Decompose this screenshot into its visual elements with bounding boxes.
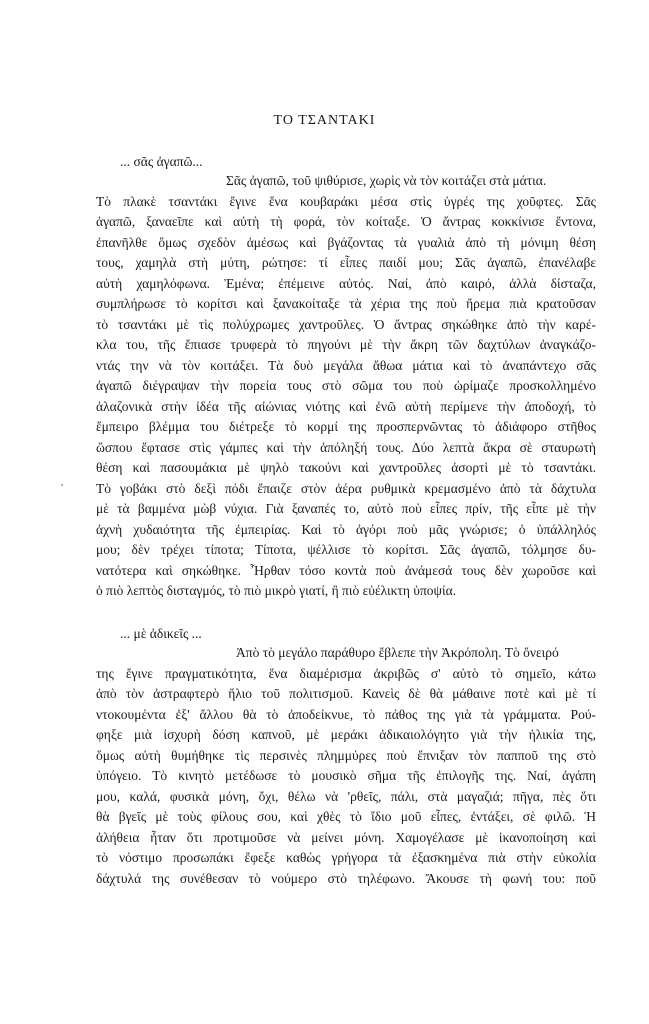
text-line: τὸ τσαντάκι μὲ τὶς πολύχρωμες χαντροῦλες. Ὁ ἄντρας σηκώθηκε ἀπὸ τὴν καρέ-	[96, 316, 596, 332]
text-line: ντοκουμέντα ἐξ' ἄλλου θὰ τὸ ἀποδείκνυε, τὸ πάθος της γιὰ τὰ γράμματα. Ρού-	[96, 706, 596, 722]
text-line: τὸ νόστιμο προσωπάκι ἔφεξε καθὼς γρήγορα τὰ ἐξασκημένα πιὰ στὴν εὐκολία	[96, 850, 596, 865]
text-line: θέση καὶ πασουμάκια μὲ ψηλὸ τακούνι καὶ χαντροῦλες ἀσορτὶ μὲ τὸ τσαντάκι.	[96, 460, 596, 475]
section-1	[96, 152, 596, 602]
text-line: μὲ τὰ βαμμένα μὼβ νύχια. Γιὰ ξαναπές το, αὐτὸ ποὺ εἶπες πρίν, τῆς εἶπε μὲ τὴν	[96, 501, 596, 516]
text-line: νατότερα καὶ σηκώθηκε. Ἦρθαν τόσο κοντὰ ποὺ ἀνάμεσά τους δὲν χωροῦσε καὶ	[96, 562, 596, 578]
section-1-body	[96, 171, 596, 602]
text-line: Ἀπὸ τὸ μεγάλο παράθυρο ἔβλεπε τὴν Ἀκρόπολη. Τὸ ὄνειρό	[236, 645, 559, 660]
text-line: μου; δὲν τρέχει τίποτα; Τίποτα, ψέλλισε τὸ κορίτσι. Σᾶς ἀγαπῶ, τόλμησε δυ-	[96, 542, 596, 557]
text-line: ἀλήθεια ἦταν ὅτι προτιμοῦσε νὰ μείνει μόνη. Χαμογέλασε μὲ ἱκανοποίηση καὶ	[96, 829, 596, 845]
text-line: κλα του, τῆς ἔπιασε τρυφερὰ τὸ πηγούνι μὲ τὴν ἄκρη τῶν δαχτύλων ἀναγκάζο-	[96, 337, 596, 352]
section-heading: ... μὲ ἀδικεῖς ...	[120, 626, 202, 641]
text-line: συμπλήρωσε τὸ κορίτσι καὶ ξανακοίταξε τὰ χέρια της ποὺ ἤρεμα πιὰ κρατοῦσαν	[96, 296, 596, 311]
text-line: ἀγαπῶ διέγραψαν τὴν πορεία τους στὸ σῶμα του ποὺ ὡρίμαζε προσκολλημένο	[96, 378, 596, 393]
text-line: ἔμπειρο βλέμμα του διέτρεξε τὸ κορμί της προσπερνῶντας τὸ ἀδιάφορο στῆθος	[96, 419, 596, 434]
section-heading: ... σᾶς ἀγαπῶ...	[120, 154, 203, 169]
text-line: της ἔγινε πραγματικότητα, ἕνα διαμέρισμα ἀκριβῶς σ' αὐτὸ τὸ σημεῖο, κάτω	[96, 665, 596, 681]
text-line: Τὸ πλακὲ τσαντάκι ἔγινε ἕνα κουβαράκι μέσα στὶς ὑγρές της χοῦφτες. Σᾶς	[96, 193, 596, 209]
text-line: ἐπανῆλθε ὅμως σχεδὸν ἀμέσως καὶ βγάζοντας τὰ γυαλιὰ ἀπὸ τὴ μόνιμη θέση	[96, 234, 596, 250]
text-line: ὑπόγειο. Τὸ κινητὸ μετέδωσε τὸ μουσικὸ σῆμα τῆς ἐπιλογῆς της. Ναί, ἀγάπη	[96, 768, 596, 783]
text-line: θὰ βγεῖς μὲ τοὺς φίλους σου, καὶ χθὲς τὸ ἴδιο μοῦ εἶπες, ἐντάξει, σὲ φιλῶ. Ἡ	[96, 809, 596, 824]
text-line: Τὸ γοβάκι στὸ δεξὶ πόδι ἔπαιζε στὸν ἀέρα ρυθμικὰ κρεμασμένο ἀπὸ τὰ δάχτυλα	[96, 480, 596, 496]
text-line: φηξε μιὰ ἰσχυρὴ δόση καπνοῦ, μὲ μεράκι ἀδικαιολόγητο γιὰ τὴν ἡλικία της,	[96, 727, 596, 742]
text-line: τους, χαμηλὰ στὴ μύτη, ρώτησε: τί εἶπες παιδί μου; Σᾶς ἀγαπῶ, ἐπανέλαβε	[96, 255, 596, 270]
text-line: ἀλαζονικὰ στὴν ἰδέα τῆς αἰώνιας νιότης καὶ ἐνῶ αὐτὴ περίμενε τὴν ἀποδοχή, τὸ	[96, 398, 596, 414]
text-line: δάχτυλά της συνέθεσαν τὸ νούμερο στὸ τηλέφωνο. Ἄκουσε τὴ φωνή του: ποῦ	[96, 870, 596, 886]
text-line: μου, καλά, φυσικὰ μόνη, ὄχι, θέλω νὰ 'ρθεῖς, πάλι, στὰ μαγαζιά; πῆγα, πὲς ὅτι	[96, 788, 596, 804]
text-line: ντάς την νὰ τὸν κοιτάξει. Τὰ δυὸ μεγάλα ἄθωα μάτια καὶ τὸ ἀναπάντεχο σᾶς	[96, 357, 596, 373]
text-line: ἀγαπῶ, ξαναεῖπε καὶ αὐτὴ τὴ φορά, τὸν κοίταξε. Ὁ ἄντρας κοκκίνισε ἔντονα,	[96, 214, 596, 229]
section-2	[96, 624, 596, 889]
text-line: ἀχνὴ χυδαιότητα τῆς ἐμπειρίας. Καὶ τὸ ἀγόρι ποὺ μᾶς γνώρισε; ὁ ὑπάλληλός	[96, 521, 596, 537]
margin-mark	[61, 484, 63, 486]
text-line: αὐτὴ χαμηλόφωνα. Ἐμένα; ἐπέμεινε αὐτός. Ναί, ἀπὸ καιρό, ἀλλὰ δίσταζα,	[96, 275, 596, 291]
text-line: ὥσπου ἔφτασε στὶς γάμπες καὶ τὴν ἀπόληξή τους. Δύο λεπτὰ ἄκρα σὲ σταυρωτὴ	[96, 439, 596, 455]
text-line: ὁ πιὸ λεπτὸς δισταγμός, τὸ πιὸ μικρὸ γιατί, ἢ πιὸ εὐέλικτη ὑποψία.	[96, 583, 457, 598]
text-line: Σᾶς ἀγαπῶ, τοῦ ψιθύρισε, χωρὶς νὰ τὸν κοιτάζει στὰ μάτια.	[226, 173, 547, 188]
text-line: ὅμως αὐτὴ θυμήθηκε τὶς περσινὲς πλημμύρες ποὺ ἔπνιξαν τὸν παπποῦ της στὸ	[96, 747, 596, 763]
text-line: ἀπὸ τὸν ἀστραφτερὸ ἥλιο τοῦ πολιτισμοῦ. Κανεὶς δὲ θὰ μάθαινε ποτὲ καὶ μὲ τί	[96, 686, 596, 701]
section-2-body	[96, 643, 596, 889]
page-title: ΤΟ ΤΣΑΝΤΑΚΙ	[273, 113, 376, 128]
